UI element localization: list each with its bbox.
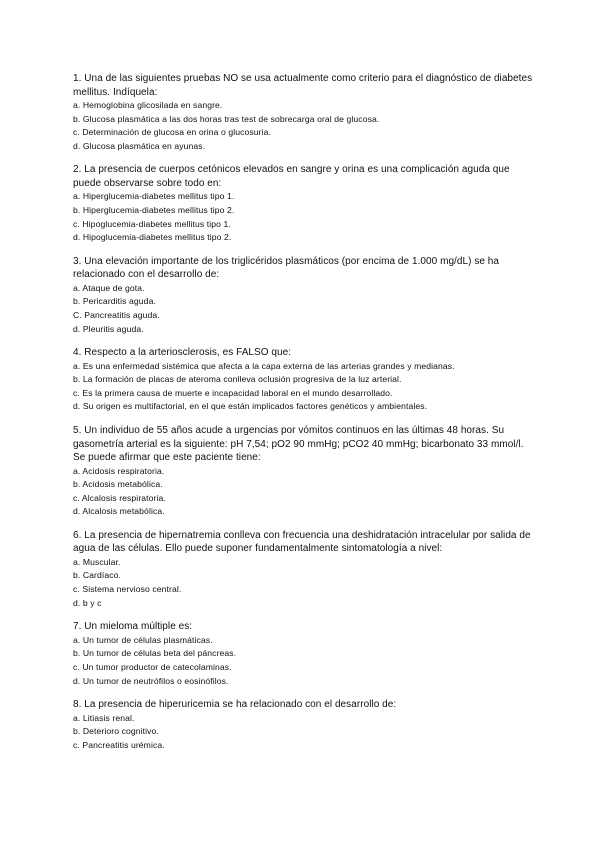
option-a: a. Es una enfermedad sistémica que afecta a la capa externa de las arterias grandes y medianas. bbox=[73, 360, 455, 371]
option-list bbox=[73, 712, 533, 753]
option-list bbox=[73, 360, 533, 414]
option-list bbox=[73, 556, 533, 610]
option-b: b. Cardíaco. bbox=[73, 570, 122, 581]
option-a: a. Acidosis respiratoria. bbox=[73, 465, 165, 476]
option-c: c. Sistema nervioso central. bbox=[73, 584, 182, 595]
question-text: 8. La presencia de hiperuricemia se ha relacionado con el desarrollo de: bbox=[73, 699, 397, 711]
option-a: a. Litiasis renal. bbox=[73, 712, 135, 723]
option-d: d. b y c bbox=[73, 597, 102, 608]
option-b: b. Acidosis metabólica. bbox=[73, 479, 163, 490]
question-7 bbox=[73, 620, 533, 688]
exam-page bbox=[73, 72, 533, 762]
option-c: c. Un tumor productor de catecolaminas. bbox=[73, 661, 232, 672]
question-6 bbox=[73, 529, 533, 610]
option-b: b. Hiperglucemia-diabetes mellitus tipo 2. bbox=[73, 204, 235, 215]
option-list bbox=[73, 190, 533, 244]
question-text: 4. Respecto a la arteriosclerosis, es FALSO que: bbox=[73, 347, 292, 359]
question-8 bbox=[73, 698, 533, 752]
option-list bbox=[73, 99, 533, 153]
option-b: b. La formación de placas de ateroma conlleva oclusión progresiva de la luz arterial. bbox=[73, 374, 402, 385]
question-text: 7. Un mieloma múltiple es: bbox=[73, 621, 193, 633]
question-text: 6. La presencia de hipernatremia conlleva con frecuencia una deshidratación intracelular por salida de agua de las células. Ello puede suponer fundamentalmente sintomatología a nivel: bbox=[73, 529, 531, 555]
option-b: b. Glucosa plasmática a las dos horas tras test de sobrecarga oral de glucosa. bbox=[73, 113, 380, 124]
option-b: b. Pericarditis aguda. bbox=[73, 296, 156, 307]
question-5 bbox=[73, 424, 533, 519]
option-a: a. Un tumor de células plasmáticas. bbox=[73, 634, 213, 645]
option-c: c. Es la primera causa de muerte e incapacidad laboral en el mundo desarrollado. bbox=[73, 387, 393, 398]
option-c: c. Alcalosis respiratoria. bbox=[73, 492, 166, 503]
option-d: d. Glucosa plasmática en ayunas. bbox=[73, 140, 206, 151]
question-text: 2. La presencia de cuerpos cetónicos elevados en sangre y orina es una complicación aguda que puede observarse sobre todo en: bbox=[73, 164, 510, 189]
option-a: a. Hemoglobina glicosilada en sangre. bbox=[73, 100, 223, 110]
option-c: c. Pancreatitis urémica. bbox=[73, 739, 165, 750]
question-1 bbox=[73, 72, 533, 153]
option-a: a. Hiperglucemia-diabetes mellitus tipo 1. bbox=[73, 191, 235, 202]
option-a: a. Ataque de gota. bbox=[73, 282, 145, 293]
question-text: 5. Un individuo de 55 años acude a urgencias por vómitos continuos en las últimas 48 horas. Su gasometría arterial es la siguiente: pH 7,54; pO2 90 mmHg; pCO2 40 mmHg; bicarbonato 33 mmol/l. Se puede afirmar que este paciente tiene: bbox=[73, 425, 524, 463]
question-text: 1. Una de las siguientes pruebas NO se usa actualmente como criterio para el diagnóstico de diabetes mellitus. Indíquela: bbox=[73, 73, 533, 98]
option-list bbox=[73, 634, 533, 688]
option-list bbox=[73, 465, 533, 519]
option-c: c. Hipoglucemia-diabetes mellitus tipo 1. bbox=[73, 218, 231, 229]
option-c: C. Pancreatitis aguda. bbox=[73, 309, 160, 320]
option-d: d. Un tumor de neutrófilos o eosinófilos. bbox=[73, 675, 229, 686]
question-4 bbox=[73, 346, 533, 414]
question-3 bbox=[73, 255, 533, 336]
option-a: a. Muscular. bbox=[73, 556, 121, 567]
option-d: d. Hipoglucemia-diabetes mellitus tipo 2. bbox=[73, 232, 232, 243]
option-b: b. Deterioro cognitivo. bbox=[73, 726, 159, 737]
option-d: d. Pleuritis aguda. bbox=[73, 323, 144, 334]
option-d: d. Su origen es multifactorial, en el que están implicados factores genéticos y ambientales. bbox=[73, 401, 428, 412]
option-c: c. Determinación de glucosa en orina o glucosuria. bbox=[73, 127, 271, 138]
option-b: b. Un tumor de células beta del páncreas. bbox=[73, 648, 237, 659]
question-2 bbox=[73, 163, 533, 244]
question-text: 3. Una elevación importante de los triglicéridos plasmáticos (por encima de 1.000 mg/dL) se ha relacionado con el desarrollo de: bbox=[73, 255, 500, 281]
option-list bbox=[73, 282, 533, 336]
option-d: d. Alcalosis metabólica. bbox=[73, 506, 165, 517]
